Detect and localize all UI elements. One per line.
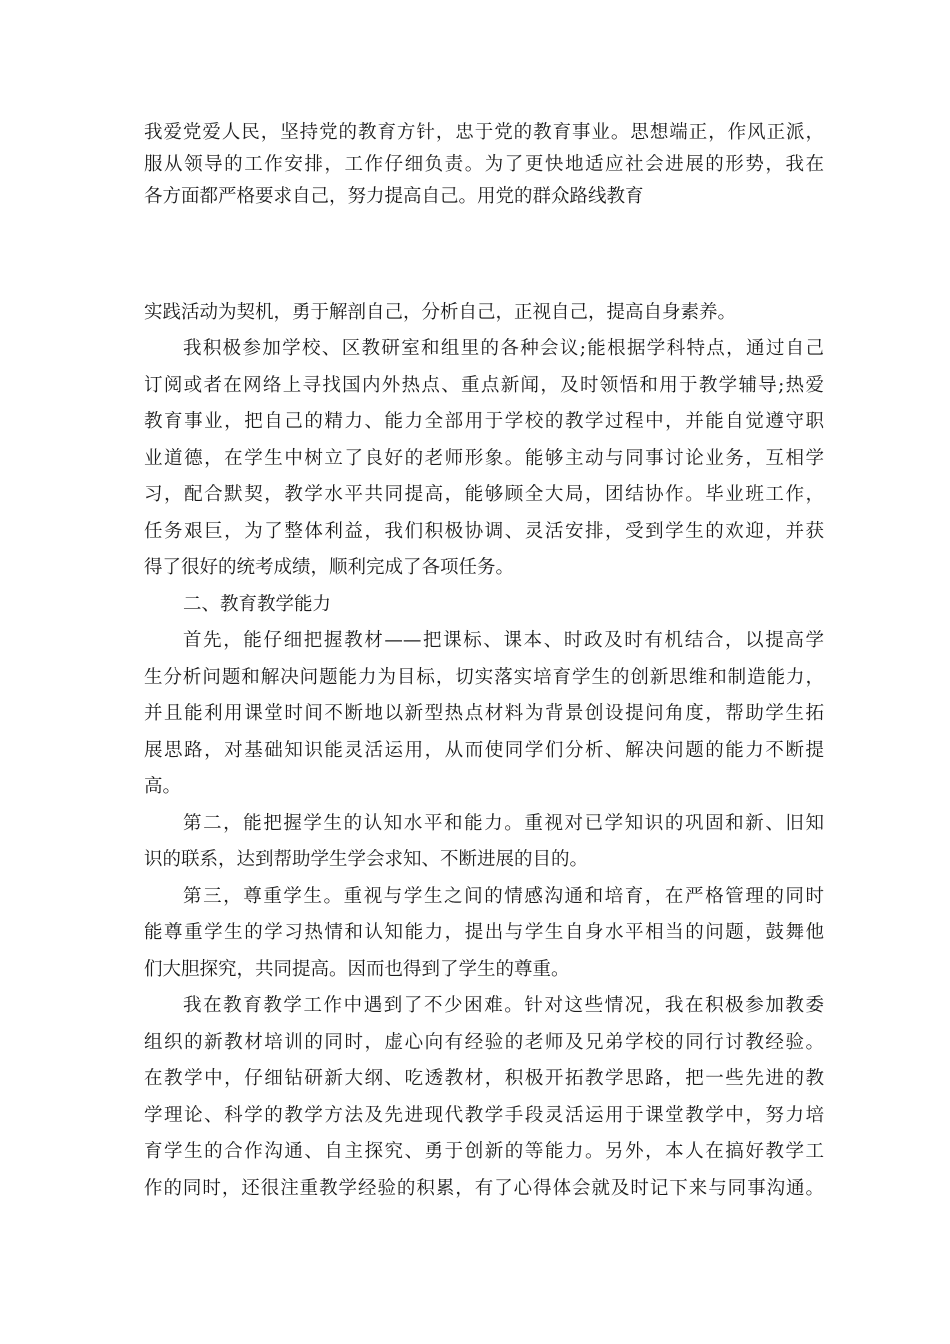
text-line: 得了很好的统考成绩，顺利完成了各项任务。 [144, 557, 515, 578]
text-line: 组织的新教材培训的同时，虚心向有经验的老师及兄弟学校的同行讨教经验。 [144, 1032, 824, 1053]
text-line: 作的同时，还很注重教学经验的积累，有了心得体会就及时记下来与同事沟通。 [144, 1178, 824, 1199]
text-line: 学理论、科学的教学方法及先进现代教学手段灵活运用于课堂教学中，努力培 [144, 1105, 824, 1126]
text-line: 能尊重学生的学习热情和认知能力，提出与学生自身水平相当的问题，鼓舞他 [144, 922, 824, 943]
text-line: 并且能利用课堂时间不断地以新型热点材料为背景创设提问角度，帮助学生拓 [144, 703, 824, 724]
text-line: 各方面都严格要求自己，努力提高自己。用党的群众路线教育 [144, 186, 644, 207]
text-line: 教育事业，把自己的精力、能力全部用于学校的教学过程中，并能自觉遵守职 [144, 411, 824, 432]
text-line: 我爱党爱人民，坚持党的教育方针，忠于党的教育事业。思想端正，作风正派， [144, 122, 824, 143]
text-line: 识的联系，达到帮助学生学会求知、不断进展的目的。 [144, 849, 589, 870]
text-line: 在教学中，仔细钻研新大纲、吃透教材，积极开拓教学思路，把一些先进的教 [144, 1068, 824, 1089]
paragraph-start: 我积极参加学校、区教研室和组里的各种会议;能根据学科特点，通过自己 [183, 338, 824, 359]
text-line: 实践活动为契机，勇于解剖自己，分析自己，正视自己，提高自身素养。 [144, 302, 737, 323]
paragraph-start: 我在教育教学工作中遇到了不少困难。针对这些情况，我在积极参加教委 [183, 995, 824, 1016]
text-line: 们大胆探究，共同提高。因而也得到了学生的尊重。 [144, 959, 570, 980]
text-line: 订阅或者在网络上寻找国内外热点、重点新闻，及时领悟和用于教学辅导;热爱 [144, 375, 824, 396]
paragraph-start: 首先，能仔细把握教材——把课标、课本、时政及时有机结合，以提高学 [183, 630, 824, 651]
text-line: 育学生的合作沟通、自主探究、勇于创新的等能力。另外，本人在搞好教学工 [144, 1141, 824, 1162]
text-line: 任务艰巨，为了整体利益，我们积极协调、灵活安排，受到学生的欢迎，并获 [144, 521, 824, 542]
text-line: 业道德，在学生中树立了良好的老师形象。能够主动与同事讨论业务，互相学 [144, 448, 824, 469]
text-line: 服从领导的工作安排，工作仔细负责。为了更快地适应社会进展的形势，我在 [144, 154, 824, 175]
paragraph-start: 第二，能把握学生的认知水平和能力。重视对已学知识的巩固和新、旧知 [183, 813, 824, 834]
text-line: 展思路，对基础知识能灵活运用，从而使同学们分析、解决问题的能力不断提 [144, 740, 824, 761]
section-heading: 二、教育教学能力 [183, 594, 332, 615]
text-line: 习，配合默契，教学水平共同提高，能够顾全大局，团结协作。毕业班工作， [144, 484, 824, 505]
text-line: 高。 [144, 776, 182, 797]
paragraph-start: 第三，尊重学生。重视与学生之间的情感沟通和培育，在严格管理的同时 [183, 886, 824, 907]
text-line: 生分析问题和解决问题能力为目标，切实落实培育学生的创新思维和制造能力， [144, 667, 824, 688]
